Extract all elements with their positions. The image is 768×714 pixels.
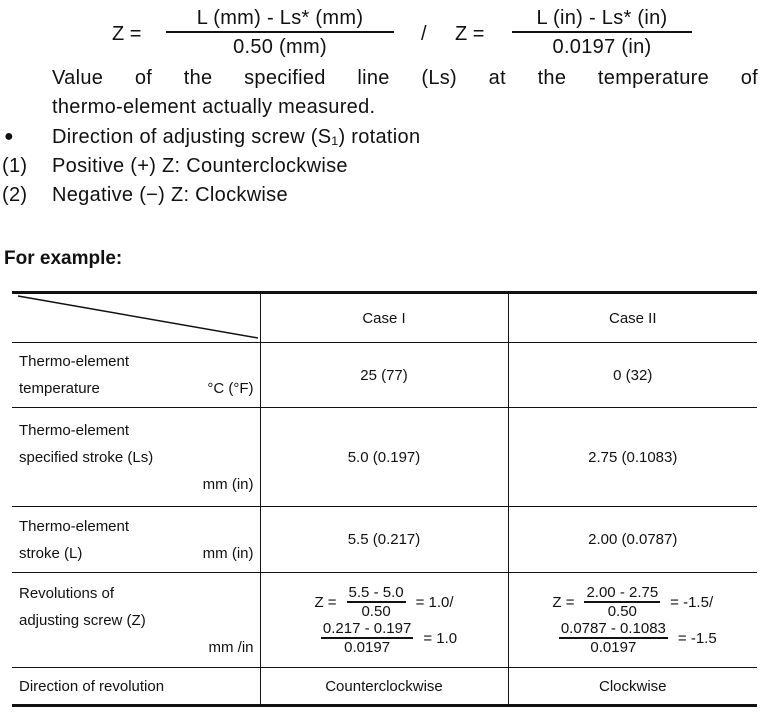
table-row <box>12 408 757 507</box>
row-label-line-2: temperature <box>19 380 100 397</box>
formula-numerator-in: L (in) - Ls* (in) <box>512 6 692 33</box>
table-row <box>12 668 757 706</box>
row-unit: mm /in <box>208 638 254 656</box>
header-case-1: Case I <box>260 293 508 343</box>
formula-denominator-mm: 0.50 (mm) <box>233 36 327 58</box>
row-label-line-1: Thermo-element <box>19 517 130 535</box>
bullet-text: Direction of adjusting screw (S₁) rotation <box>52 126 421 148</box>
formula-z1-label: Z = <box>112 23 142 45</box>
equation-result: = 1.0 <box>423 629 458 647</box>
note-line-1: Value of the specified line (Ls) at the temperature of <box>52 67 758 89</box>
header-case-2: Case II <box>508 293 757 343</box>
item-1-text: Positive (+) Z: Counterclockwise <box>52 155 348 177</box>
note-line-2: thermo-element actually measured. <box>52 96 376 118</box>
row-label-direction: Direction of revolution <box>12 668 260 706</box>
equation-result: = 1.0/ <box>415 593 454 611</box>
equation-numerator: 2.00 - 2.75 <box>586 584 659 601</box>
cell-case-2-temperature: 0 (32) <box>508 343 757 408</box>
cell-case-1-specified-stroke: 5.0 (0.197) <box>260 408 508 507</box>
item-2-text: Negative (−) Z: Clockwise <box>52 184 288 206</box>
cell-case-1-temperature: 25 (77) <box>260 343 508 408</box>
row-label-stroke <box>12 507 260 573</box>
example-table <box>12 291 757 707</box>
formula-slash: / <box>421 23 427 45</box>
cell-case-1-stroke: 5.5 (0.217) <box>260 507 508 573</box>
cell-case-1-direction: Counterclockwise <box>260 668 508 706</box>
equation-in <box>509 620 758 656</box>
table-row <box>12 507 757 573</box>
cell-case-2-stroke: 2.00 (0.0787) <box>508 507 757 573</box>
equation-mm <box>261 584 508 620</box>
equation-denominator: 0.0197 <box>344 639 391 656</box>
row-label-line-1: Revolutions of <box>19 584 115 602</box>
equation-numerator: 5.5 - 5.0 <box>348 584 404 601</box>
equation-result: = -1.5 <box>677 629 717 647</box>
equation-z-label: Z = <box>552 593 575 611</box>
equation-z-label: Z = <box>314 593 337 611</box>
formula-z2-label: Z = <box>455 23 485 45</box>
diagonal-header-cell <box>12 293 260 343</box>
item-1-number: (1) <box>2 155 28 177</box>
equation-in <box>261 620 508 656</box>
equation-fraction <box>559 620 668 656</box>
row-unit: mm (in) <box>202 544 254 562</box>
equation-denominator: 0.50 <box>361 603 391 620</box>
row-label-line-1: Thermo-element <box>19 353 130 370</box>
cell-case-2-revolutions <box>508 573 757 668</box>
equation-numerator: 0.0787 - 0.1083 <box>560 620 666 637</box>
equation-denominator: 0.50 <box>607 603 637 620</box>
bullet-icon: ● <box>4 128 14 145</box>
table-row <box>12 343 757 408</box>
cell-case-2-direction: Clockwise <box>508 668 757 706</box>
diagonal-line <box>12 294 260 342</box>
cell-case-1-revolutions <box>260 573 508 668</box>
equation-mm <box>509 584 758 620</box>
equation-numerator: 0.217 - 0.197 <box>322 620 412 637</box>
equation-fraction <box>321 620 413 656</box>
row-label-temperature <box>12 343 260 408</box>
equation-denominator: 0.0197 <box>590 639 637 656</box>
table-row <box>12 573 757 668</box>
formula-fraction-in <box>512 6 692 59</box>
row-label-revolutions <box>12 573 260 668</box>
formula-denominator-in: 0.0197 (in) <box>552 36 652 58</box>
row-label-line-2: specified stroke (Ls) <box>19 448 154 466</box>
cell-case-2-specified-stroke: 2.75 (0.1083) <box>508 408 757 507</box>
row-unit: °C (°F) <box>207 380 254 397</box>
row-label-specified-stroke <box>12 408 260 507</box>
example-heading: For example: <box>4 248 123 269</box>
equation-fraction <box>584 584 660 620</box>
row-label-line-2: adjusting screw (Z) <box>19 611 146 629</box>
equation-result: = -1.5/ <box>670 593 714 611</box>
item-2-number: (2) <box>2 184 28 206</box>
table-header-row <box>12 293 757 343</box>
formula-fraction-mm <box>166 6 394 59</box>
equation-fraction <box>347 584 406 620</box>
formula-numerator-mm: L (mm) - Ls* (mm) <box>166 6 394 33</box>
row-label-line-2: stroke (L) <box>19 544 83 562</box>
row-unit: mm (in) <box>202 475 254 493</box>
row-label-line-1: Thermo-element <box>19 421 130 439</box>
